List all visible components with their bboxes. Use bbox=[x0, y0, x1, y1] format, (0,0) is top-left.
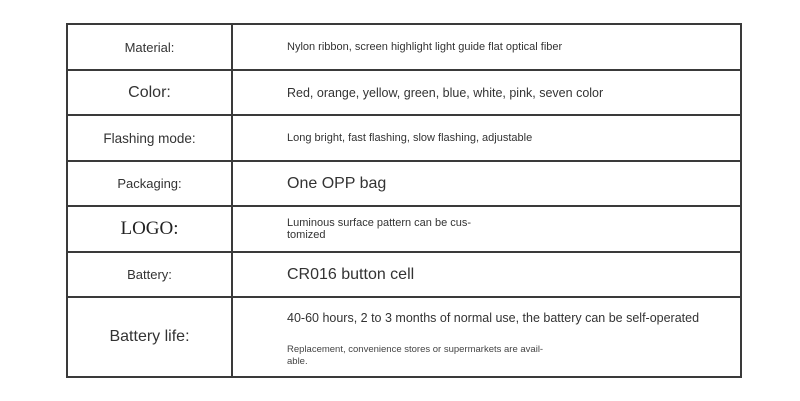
battery-label: Battery: bbox=[68, 253, 233, 296]
color-value: Red, orange, yellow, green, blue, white, pink, seven color bbox=[287, 85, 604, 100]
color-label: Color: bbox=[68, 71, 233, 114]
table-row-logo bbox=[68, 207, 740, 253]
table-row-color bbox=[68, 71, 740, 116]
battery-life-main-text: 40-60 hours, 2 to 3 months of normal use, the battery can be self-operated bbox=[287, 311, 700, 325]
material-value: Nylon ribbon, screen highlight light guide flat optical fiber bbox=[287, 41, 563, 53]
table-row-flashing-mode bbox=[68, 116, 740, 162]
flashing-mode-value: Long bright, fast flashing, slow flashing, adjustable bbox=[287, 132, 533, 144]
battery-life-note bbox=[287, 344, 543, 368]
flashing-mode-label: Flashing mode: bbox=[68, 116, 233, 160]
logo-value-line-1: Luminous surface pattern can be cus- bbox=[287, 217, 472, 229]
table-row-battery-life bbox=[68, 298, 740, 376]
battery-value: CR016 button cell bbox=[287, 265, 415, 283]
battery-life-note-line-2: able. bbox=[287, 356, 308, 367]
battery-life-label: Battery life: bbox=[68, 298, 233, 376]
logo-value-line-2: tomized bbox=[287, 229, 326, 241]
table-row-packaging bbox=[68, 162, 740, 207]
table-row-material bbox=[68, 25, 740, 71]
battery-life-value bbox=[233, 298, 740, 376]
spec-table bbox=[66, 23, 742, 378]
table-row-battery bbox=[68, 253, 740, 298]
packaging-label: Packaging: bbox=[68, 162, 233, 205]
battery-life-note-line-1: Replacement, convenience stores or supermarkets are avail- bbox=[287, 344, 544, 355]
logo-label: LOGO: bbox=[68, 207, 233, 251]
material-label: Material: bbox=[68, 25, 233, 69]
packaging-value: One OPP bag bbox=[287, 174, 387, 192]
logo-value bbox=[233, 207, 740, 251]
